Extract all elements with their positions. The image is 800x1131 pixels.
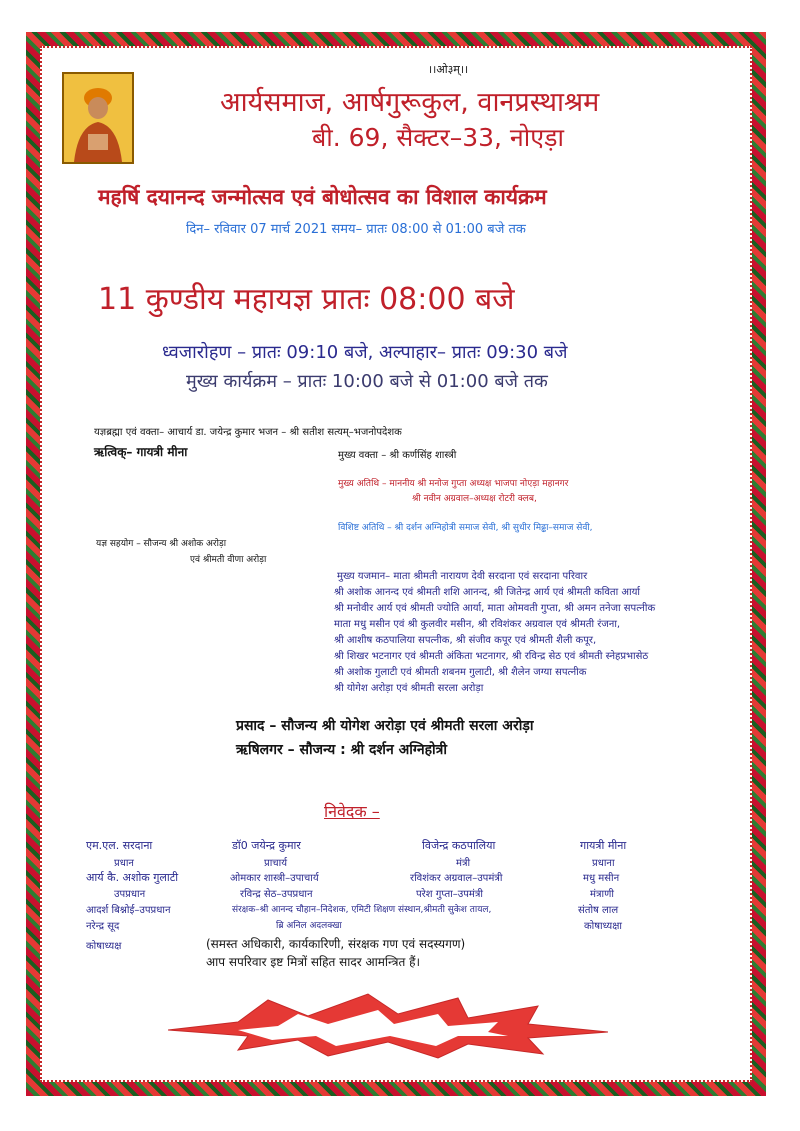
- c4-5: कोषाध्यक्षा: [584, 921, 622, 932]
- c3-1: मंत्री: [456, 858, 471, 869]
- yajman-line-4: माता मधु मसीन एवं श्री कुलवीर मसीन, श्री रविशंकर अग्रवाल एवं श्रीमती रंजना,: [334, 619, 621, 630]
- c4-1: प्रधाना: [592, 858, 615, 869]
- c4-4: संतोष लाल: [578, 905, 619, 916]
- yajman-line-5: श्री आशीष कठपालिया सपत्नीक, श्री संजीव कपूर एवं श्रीमती शैली कपूर,: [334, 635, 597, 646]
- c4-2: मधु मसीन: [583, 873, 620, 884]
- c1-6: कोषाध्यक्ष: [86, 941, 122, 952]
- speaker-line: मुख्य वक्ता – श्री कर्णसिंह शास्त्री: [338, 450, 457, 461]
- org-address: बी. 69, सैक्टर–33, नोएड़ा: [312, 123, 564, 152]
- sahyog-2: एवं श्रीमती वीणा अरोड़ा: [190, 555, 267, 565]
- c2-2: ओमकार शास्त्री–उपाचार्य: [230, 873, 319, 884]
- c2-3: रविन्द्र सेठ–उपप्रधान: [240, 889, 313, 900]
- starburst-shape: [168, 992, 608, 1062]
- sahyog-1: यज्ञ सहयोग – सौजन्य श्री अशोक अरोड़ा: [96, 539, 227, 549]
- yajman-line-3: श्री मनोवीर आर्य एवं श्रीमती ज्योति आर्या, माता ओमवती गुप्ता, श्री अमन तनेजा सपत्नीक: [334, 603, 656, 614]
- flag-time: ध्वजारोहण – प्रातः 09:10 बजे, अल्पाहार– प्रातः 09:30 बजे: [162, 342, 568, 363]
- yajman-line-7: श्री अशोक गुलाटी एवं श्रीमती शबनम गुलाटी, श्री शैलेन जग्या सपत्नीक: [334, 667, 587, 678]
- yajman-line-8: श्री योगेश अरोड़ा एवं श्रीमती सरला अरोड़ा: [334, 683, 484, 694]
- yajman-line-2: श्री अशोक आनन्द एवं श्रीमती शशि आनन्द, श्री जितेन्द्र आर्य एवं श्रीमती कविता आर्या: [334, 587, 641, 598]
- c1-1: प्रधान: [114, 858, 134, 869]
- yajman-line-1: मुख्य यजमान– माता श्रीमती नारायण देवी सरदाना एवं सरदाना परिवार: [337, 571, 588, 582]
- main-program-time: मुख्य कार्यक्रम – प्रातः 10:00 बजे से 01:00 बजे तक: [186, 371, 548, 392]
- event-date: दिन– रविवार 07 मार्च 2021 समय– प्रातः 08:00 से 01:00 बजे तक: [186, 222, 526, 237]
- ritvik-line: ऋत्विक्– गायत्री मीना: [94, 445, 188, 459]
- c1-0: एम.एल. सरदाना: [86, 839, 153, 852]
- rishilangar-line: ऋषिलगर – सौजन्य : श्री दर्शन अग्निहोत्री: [236, 742, 448, 758]
- c2-1: प्राचार्य: [264, 858, 288, 869]
- c1-4: आदर्श बिश्नोई–उपप्रधान: [86, 905, 171, 916]
- om-text: ।।ओ३म्।।: [428, 63, 469, 76]
- yajman-line-6: श्री शिखर भटनागर एवं श्रीमती अंकिता भटनागर, श्री रविन्द्र सेठ एवं श्रीमती स्नेहप्रभासेठ: [334, 651, 649, 662]
- brahma-line: यज्ञब्रह्मा एवं वक्ता– आचार्य डा. जयेन्द्र कुमार भजन – श्री सतीश सत्यम्–भजनोपदेशक: [94, 427, 402, 438]
- c2-0: डॉ0 जयेन्द्र कुमार: [232, 839, 301, 852]
- chief-guest-2: श्री नवीन अग्रवाल–अध्यक्ष रोटरी क्लब,: [412, 494, 537, 504]
- sanrakshak-line: संरक्षक–श्री आनन्द चौहान–निदेशक, एमिटी शिक्षण संस्थान,श्रीमती सुकेश तायल,: [232, 905, 492, 915]
- event-title: महर्षि दयानन्द जन्मोत्सव एवं बोधोत्सव का विशाल कार्यक्रम: [98, 185, 547, 209]
- c4-3: मंत्राणी: [590, 889, 614, 900]
- c4-0: गायत्री मीना: [580, 839, 627, 852]
- prasad-line: प्रसाद – सौजन्य श्री योगेश अरोड़ा एवं श्रीमती सरला अरोड़ा: [236, 718, 534, 734]
- c3-2: रविशंकर अग्रवाल–उपमंत्री: [410, 873, 503, 884]
- yagya-heading: 11 कुण्डीय महायज्ञ प्रातः 08:00 बजे: [98, 282, 515, 317]
- sanrakshak-line-2: ब्रि अनिल अदलक्खा: [276, 921, 342, 931]
- all-members-line: (समस्त अधिकारी, कार्यकारिणी, संरक्षक गण एवं सदस्यगण): [206, 937, 466, 951]
- org-name: आर्यसमाज, आर्षगुरूकुल, वानप्रस्थाश्रम: [220, 87, 600, 118]
- c3-0: विजेन्द्र कठपालिया: [422, 839, 496, 852]
- c1-5: नरेन्द्र सूद: [86, 921, 120, 932]
- nivedak-heading: निवेदक –: [324, 802, 380, 821]
- chief-guest-1: मुख्य अतिथि – माननीय श्री मनोज गुप्ता अध्यक्ष भाजपा नोएड़ा महानगर: [338, 479, 569, 489]
- c3-3: परेश गुप्ता–उपमंत्री: [416, 889, 483, 900]
- invite-line: आप सपरिवार इष्ट मित्रों सहित सादर आमन्त्रित हैं।: [206, 955, 421, 969]
- c1-2: आर्य कै. अशोक गुलाटी: [86, 871, 179, 884]
- c1-3: उपप्रधान: [114, 889, 146, 900]
- special-guest: विशिष्ट अतिथि – श्री दर्शन अग्निहोत्री समाज सेवी, श्री सुधीर मिढ्ढा–समाज सेवी,: [338, 523, 593, 533]
- portrait-image: [62, 72, 134, 164]
